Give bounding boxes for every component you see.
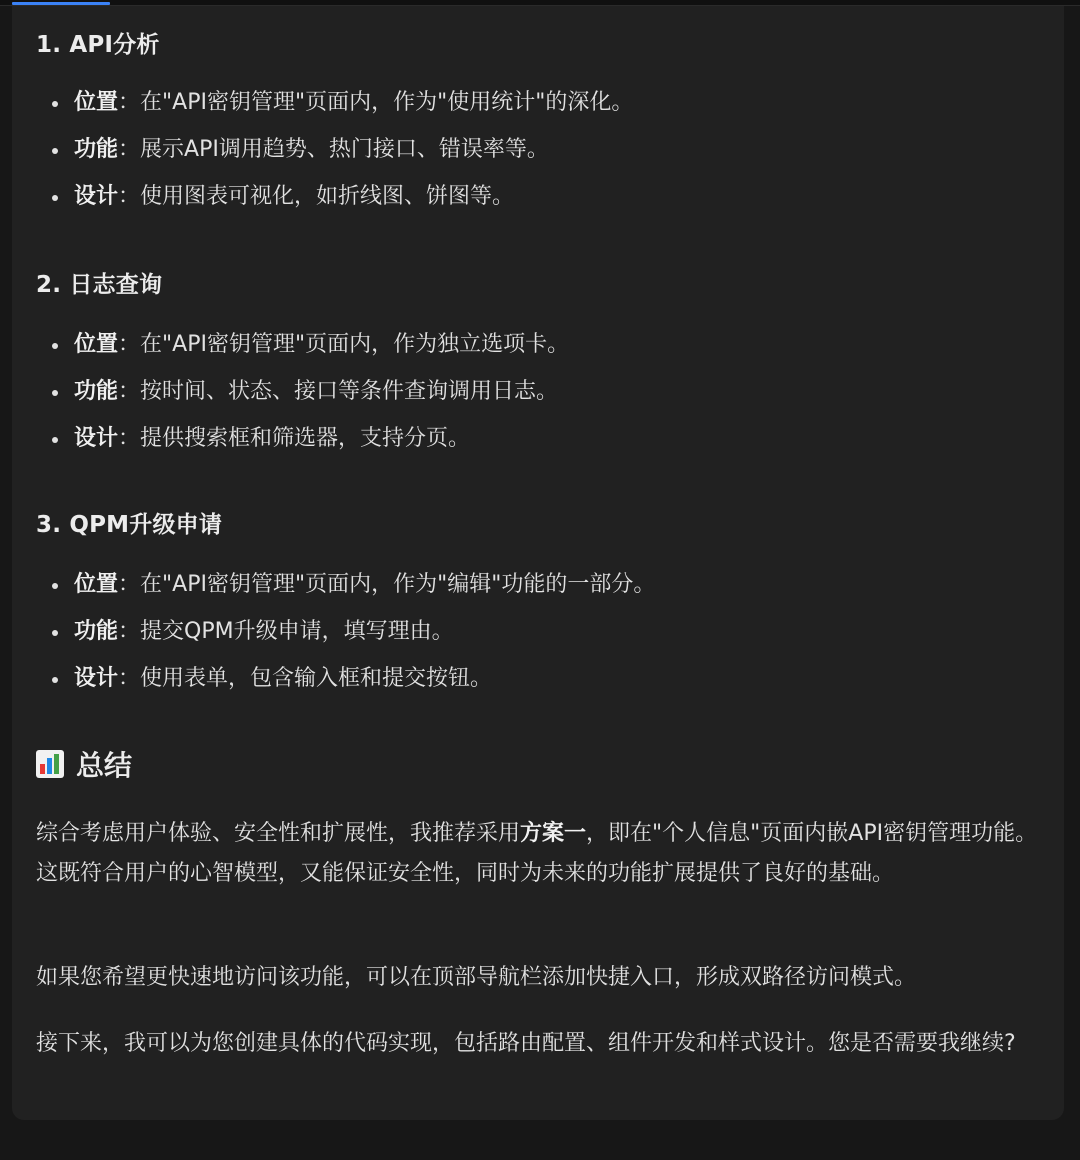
bullet-dot <box>52 437 58 443</box>
item-key: 设计 <box>74 184 119 209</box>
item-sep: ： <box>118 666 141 691</box>
item-sep: ： <box>118 619 141 644</box>
bullet-dot <box>52 101 58 107</box>
bar-chart-icon-bar <box>54 754 59 774</box>
bullet-dot <box>52 343 58 349</box>
list-item <box>36 570 655 617</box>
item-key: 功能 <box>74 379 119 404</box>
list-item <box>36 135 633 182</box>
bullet-dot <box>52 583 58 589</box>
item-sep: ： <box>118 379 141 404</box>
item-text: 使用图表可视化，如折线图、饼图等。 <box>140 184 515 209</box>
item-key: 功能 <box>74 137 119 162</box>
list-item <box>36 88 633 135</box>
bullet-dot <box>52 677 58 683</box>
item-text: 在"API密钥管理"页面内，作为"编辑"功能的一部分。 <box>140 572 656 597</box>
list-item <box>36 182 633 229</box>
item-text: 提交QPM升级申请，填写理由。 <box>140 619 454 644</box>
section-title-api-analysis: 1. API分析 <box>36 32 160 58</box>
paragraph-text: ，即在"个人信息"页面内嵌API密钥管理功能。这既符合用户的心智模型，又能保证安全性，同时为未来的功能扩展提供了良好的基础。 <box>36 821 1038 886</box>
summary-paragraph-shortcut: 如果您希望更快速地访问该功能，可以在顶部导航栏添加快捷入口，形成双路径访问模式。 <box>36 965 917 990</box>
item-sep: ： <box>118 572 141 597</box>
list-item <box>36 424 569 471</box>
section-title-qpm-upgrade: 3. QPM升级申请 <box>36 512 223 538</box>
bar-chart-icon <box>36 750 64 778</box>
section-title-log-query: 2. 日志查询 <box>36 272 163 298</box>
item-text: 提供搜索框和筛选器，支持分页。 <box>140 426 471 451</box>
item-key: 设计 <box>74 426 119 451</box>
assistant-message-card <box>12 6 1064 1120</box>
item-sep: ： <box>118 426 141 451</box>
item-text: 在"API密钥管理"页面内，作为独立选项卡。 <box>140 332 570 357</box>
summary-paragraph-recommendation <box>36 814 1040 894</box>
summary-heading <box>36 744 132 784</box>
item-text: 按时间、状态、接口等条件查询调用日志。 <box>140 379 559 404</box>
item-sep: ： <box>118 90 141 115</box>
item-key: 功能 <box>74 619 119 644</box>
bar-chart-icon-bar <box>47 758 52 774</box>
item-sep: ： <box>118 332 141 357</box>
item-key: 设计 <box>74 666 119 691</box>
item-text: 使用表单，包含输入框和提交按钮。 <box>140 666 493 691</box>
section-list-api-analysis <box>36 88 633 229</box>
item-key: 位置 <box>74 90 119 115</box>
bullet-dot <box>52 390 58 396</box>
item-key: 位置 <box>74 572 119 597</box>
bar-chart-icon-bar <box>40 764 45 774</box>
summary-paragraph-next-steps: 接下来，我可以为您创建具体的代码实现，包括路由配置、组件开发和样式设计。您是否需要我继续? <box>36 1031 1016 1056</box>
section-list-log-query <box>36 330 569 471</box>
item-text: 展示API调用趋势、热门接口、错误率等。 <box>140 137 549 162</box>
summary-title: 总结 <box>76 749 133 782</box>
list-item <box>36 617 655 664</box>
paragraph-text: 综合考虑用户体验、安全性和扩展性，我推荐采用 <box>36 821 521 846</box>
list-item <box>36 664 655 711</box>
list-item <box>36 377 569 424</box>
item-sep: ： <box>118 137 141 162</box>
section-list-qpm-upgrade <box>36 570 655 711</box>
bullet-dot <box>52 195 58 201</box>
list-item <box>36 330 569 377</box>
item-key: 位置 <box>74 332 119 357</box>
item-sep: ： <box>118 184 141 209</box>
recommended-option: 方案一 <box>520 821 587 846</box>
active-tab-indicator <box>12 2 110 5</box>
bullet-dot <box>52 630 58 636</box>
bullet-dot <box>52 148 58 154</box>
item-text: 在"API密钥管理"页面内，作为"使用统计"的深化。 <box>140 90 634 115</box>
